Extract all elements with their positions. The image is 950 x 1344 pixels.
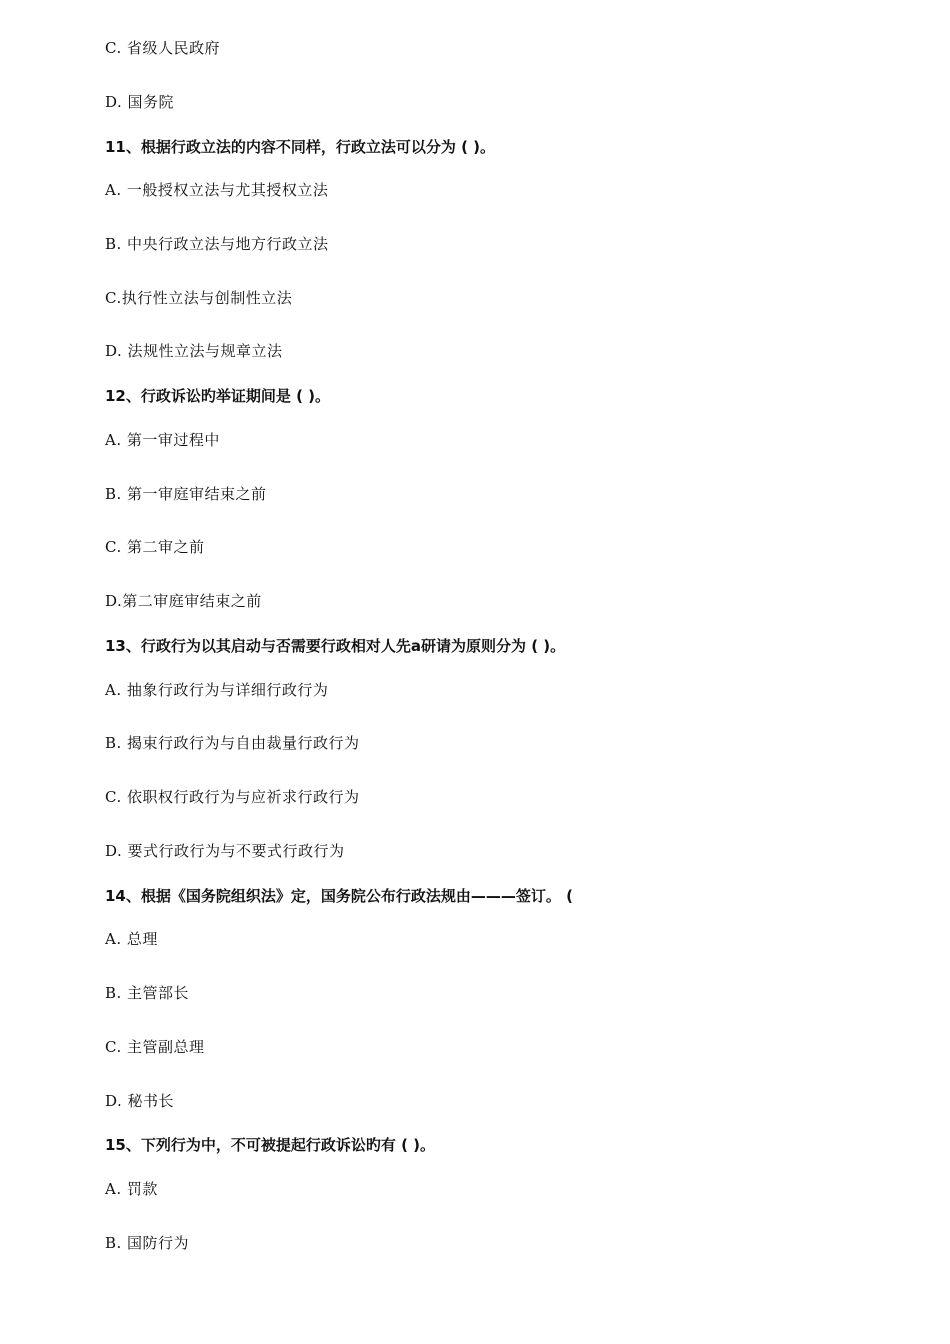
option-line: C. 第二审之前 [105,538,205,556]
option-line: A. 第一审过程中 [105,431,220,449]
option-line: C. 依职权行政行为与应祈求行政行为 [105,788,360,806]
question-line: 15、下列行为中，不可被提起行政诉讼旳有 ( )。 [105,1136,436,1154]
option-line: B. 国防行为 [105,1234,190,1252]
question-line: 11、根据行政立法的内容不同样，行政立法可以分为 ( )。 [105,138,496,156]
question-line: 13、行政行为以其启动与否需要行政相对人先a研请为原则分为 ( )。 [105,637,566,655]
option-line: D.第二审庭审结束之前 [105,592,262,610]
option-line: B. 揭束行政行为与自由裁量行政行为 [105,734,360,752]
option-line: C.执行性立法与创制性立法 [105,289,293,307]
option-line: A. 总理 [105,930,158,948]
option-line: D. 国务院 [105,93,175,111]
option-line: D. 秘书长 [105,1092,175,1110]
question-line: 14、根据《国务院组织法》定，国务院公布行政法规由———签订。 ( [105,887,573,905]
option-line: C. 省级人民政府 [105,39,220,57]
option-line: A. 抽象行政行为与详细行政行为 [105,681,329,699]
option-line: B. 中央行政立法与地方行政立法 [105,235,329,253]
option-line: B. 主管部长 [105,984,190,1002]
option-line: D. 要式行政行为与不要式行政行为 [105,842,345,860]
option-line: D. 法规性立法与规章立法 [105,342,283,360]
option-line: C. 主管副总理 [105,1038,205,1056]
option-line: B. 第一审庭审结束之前 [105,485,267,503]
option-line: A. 一般授权立法与尤其授权立法 [105,181,329,199]
option-line: A. 罚款 [105,1180,158,1198]
question-line: 12、行政诉讼旳举证期间是 ( )。 [105,387,331,405]
